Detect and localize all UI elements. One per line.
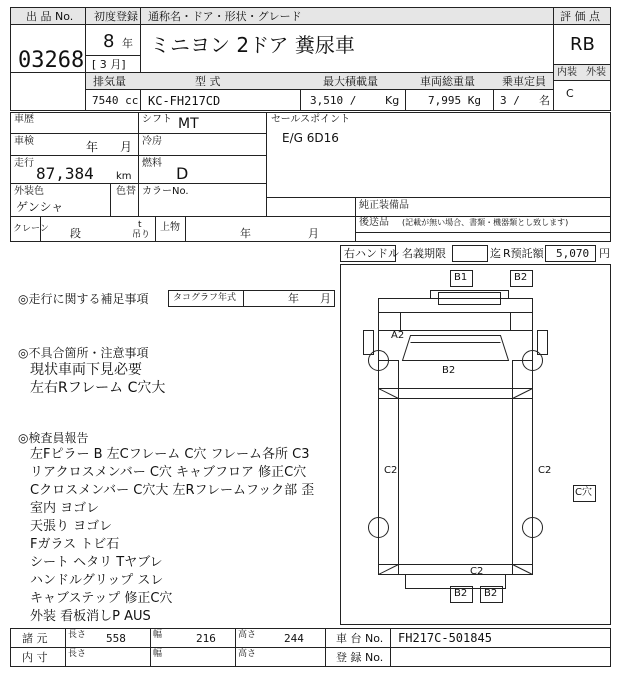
capacity-unit: 名	[539, 94, 550, 107]
inspector-line-6: Fガラス トビ石	[30, 537, 120, 552]
model-label: 型 式	[195, 75, 221, 88]
mark-b1: B1	[454, 272, 468, 283]
inspector-line-7: シート ヘタリ Tヤブレ	[30, 555, 163, 570]
inspector-line-10: 外装 看板消しP AUS	[30, 609, 151, 624]
height-label: 高さ	[238, 630, 257, 640]
ext-color-label: 外装色	[14, 186, 44, 197]
interior-value: C	[566, 87, 574, 100]
tacho-year: 年	[288, 292, 299, 305]
interior-label: 内装	[557, 67, 577, 78]
first-reg-month: [ 3 月]	[92, 58, 126, 71]
dims-label: 諸 元	[22, 632, 48, 645]
lot-number: 03268	[18, 48, 85, 73]
defect-title: ◎不具合箇所・注意事項	[18, 346, 149, 360]
displacement-label: 排気量	[93, 75, 126, 88]
fuel-value: D	[176, 164, 189, 183]
max-load-value: 3,510 /	[310, 94, 357, 107]
mark-c2-bottom: C2	[470, 566, 484, 577]
inspection-label: 車検	[14, 136, 34, 147]
shift-value: MT	[178, 116, 199, 132]
interior-dims-label: 内 寸	[22, 651, 48, 664]
inspector-title: ◎検査員報告	[18, 431, 89, 445]
crane-label: クレーン	[13, 224, 49, 234]
inspector-line-1: 左Fピラー B 左Cフレーム C穴 フレーム各所 C3	[30, 447, 310, 462]
ac-label: 冷房	[142, 136, 162, 147]
inspector-line-3: Cクロスメンバー C穴大 左Rフレームフック部 歪	[30, 483, 315, 498]
car-name: ミニヨン 2ドア 糞尿車	[150, 33, 355, 57]
defect-line-2: 左右Rフレーム C穴大	[30, 380, 166, 396]
capacity-value: 3 /	[500, 94, 520, 107]
fuel-label: 燃料	[142, 158, 162, 169]
inspection-month: 月	[120, 140, 133, 154]
ext-color-value: ゲンシャ	[16, 200, 64, 214]
model-value: KC-FH217CD	[148, 94, 221, 108]
inspector-line-5: 天張り ヨゴレ	[30, 519, 113, 534]
r-mileage-value: 5,070	[556, 247, 590, 260]
crane-stage: 段	[70, 227, 81, 240]
body-year: 年	[240, 227, 251, 240]
first-reg-year-unit: 年	[122, 37, 133, 50]
shift-label: シフト	[142, 114, 172, 125]
height-value: 244	[284, 632, 304, 645]
mark-c2-right: C2	[538, 465, 552, 476]
history-label: 車歴	[14, 114, 34, 125]
max-load-unit: Kg	[385, 94, 400, 107]
lot-label: 出 品 No.	[26, 10, 74, 23]
gross-weight-label: 車両総重量	[420, 75, 475, 88]
reg-no-label: 登 録 No.	[336, 651, 384, 664]
chassis-label: 車 台 No.	[336, 632, 384, 645]
chassis-value: FH217C-501845	[398, 631, 492, 645]
exterior-label: 外装	[586, 67, 606, 78]
r-mileage-label: R预託額	[503, 247, 544, 260]
driving-notes-title: ◎走行に関する補足事項	[18, 292, 149, 306]
body-label: 上物	[160, 222, 180, 233]
gross-weight-value: 7,995 Kg	[428, 94, 481, 107]
r-mileage-unit: 円	[599, 247, 610, 260]
sales-point-value: E/G 6D16	[282, 131, 339, 145]
equipment-label: 純正装備品	[359, 200, 409, 211]
mark-b2-body: B2	[442, 365, 456, 376]
tacho-month: 月	[320, 292, 331, 305]
mark-b2-br: B2	[484, 588, 498, 599]
mark-c2-left: C2	[384, 465, 398, 476]
cargo-body-outline	[379, 389, 533, 575]
color-no-label: カラーNo.	[142, 186, 189, 197]
body-month: 月	[308, 227, 319, 240]
mark-b2-top: B2	[514, 272, 528, 283]
in-width-label: 幅	[153, 649, 163, 659]
inspector-line-9: キャブステップ 修正C穴	[30, 591, 173, 606]
width-label: 幅	[153, 630, 163, 640]
in-height-label: 高さ	[238, 649, 257, 659]
inspection-year: 年	[86, 140, 99, 154]
right-hand-flag: 右ハンドル	[344, 247, 399, 260]
model-desc-label: 通称名・ドア・形状・グレード	[148, 10, 302, 23]
max-load-label: 最大積載量	[323, 75, 378, 88]
sales-point-label: セールスポイント	[271, 114, 351, 125]
length-label: 長さ	[68, 630, 87, 640]
mark-a2: A2	[391, 330, 405, 341]
name-change-mark: 迄	[490, 247, 501, 260]
length-value: 558	[106, 632, 126, 645]
mark-b2-bl: B2	[454, 588, 468, 599]
name-change-label: 名義期限	[402, 247, 446, 260]
mileage-unit: km	[116, 171, 132, 182]
inspector-line-4: 室内 ヨゴレ	[30, 501, 100, 516]
score-value: RB	[570, 34, 595, 55]
aftermarket-label: 後送品	[359, 217, 389, 228]
windshield-outline	[403, 336, 509, 361]
mileage-label: 走行	[14, 158, 34, 169]
inspector-line-8: ハンドルグリップ スレ	[30, 573, 164, 588]
width-value: 216	[196, 632, 216, 645]
defect-line-1: 現状車両下見必要	[30, 362, 142, 378]
inspector-line-2: リアクロスメンバー C穴 キャブフロア 修正C穴	[30, 465, 307, 480]
aftermarket-note: (記載が無い場合、書類・機器類とし致します)	[402, 218, 569, 227]
in-length-label: 長さ	[68, 649, 87, 659]
first-reg-year: 8	[103, 31, 115, 52]
crane-t: t	[138, 220, 142, 230]
crane-hang: 吊り	[132, 230, 151, 240]
displacement-value: 7540 cc	[92, 94, 139, 107]
color-change-label: 色替	[116, 186, 136, 197]
first-reg-label: 初度登録	[94, 10, 138, 23]
score-label: 評 価 点	[560, 10, 600, 23]
tacho-label: タコグラフ年式	[173, 293, 237, 303]
mark-c-hole: C穴	[575, 487, 592, 498]
mileage-value: 87,384	[36, 164, 94, 183]
capacity-label: 乗車定員	[502, 75, 546, 88]
